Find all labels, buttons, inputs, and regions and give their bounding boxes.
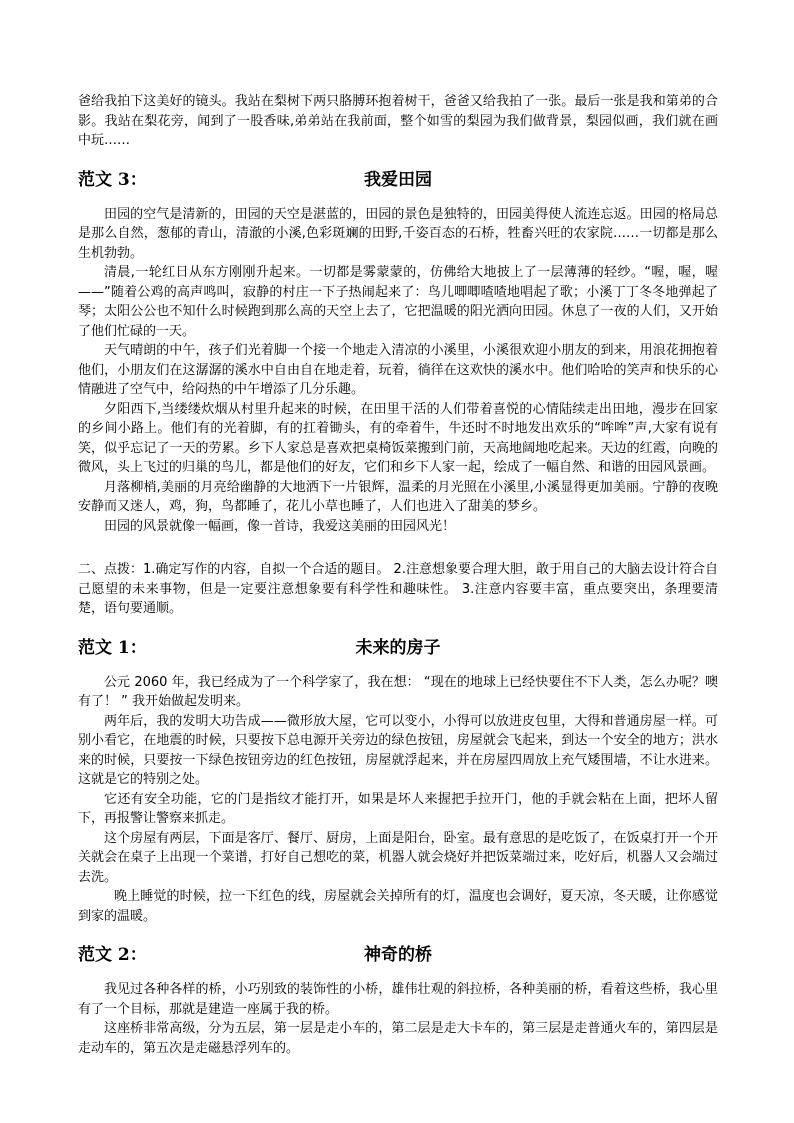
- essay1-paragraph: 它还有安全功能，它的门是指纹才能打开，如果是坏人来握把手拉开门，他的手就会粘在上面，把坏人留下，再报警让警察来抓走。: [78, 791, 718, 826]
- essay1-label: 范文 1：: [78, 637, 147, 658]
- essay3-paragraph: 田园的空气是清新的，田园的天空是湛蓝的，田园的景色是独特的，田园美得使人流连忘返。田园的格局总是那么自然，葱郁的青山，清澈的小溪,色彩斑斓的田野,千姿百态的石桥，牲畜兴旺的农家院……一切都是那么生机勃勃。: [78, 206, 718, 261]
- essay1-title: 未来的房子: [355, 637, 441, 658]
- essay2-title: 神奇的桥: [364, 945, 432, 965]
- document-page: [78, 92, 718, 1058]
- essay3-paragraph: 田园的风景就像一幅画，像一首诗，我爱这美丽的田园风光！: [104, 518, 456, 534]
- pointers-paragraph: 二、点拨：1.确定写作的内容，自拟一个合适的题目。 2.注意想象要合理大胆，敢于用自己的大脑去设计符合自己愿望的未来事物，但是一定要注意想象要有科学性和趣味性。 3.注意内容要丰富，重点要突出，条理要清楚，语句要通顺。: [78, 562, 718, 616]
- essay3-heading: [78, 161, 718, 191]
- essay1-body: [78, 673, 718, 927]
- essay1-heading: [78, 629, 718, 659]
- essay3-body: [78, 205, 718, 537]
- essay2-paragraph: 这座桥非常高级，分为五层，第一层是走小车的，第二层是走大卡车的，第三层是走普通火车的，第四层是走动车的，第五次是走磁悬浮列车的。: [78, 1021, 718, 1056]
- essay2-paragraph: 我见过各种各样的桥，小巧别致的装饰性的小桥，雄伟壮观的斜拉桥，各种美丽的桥，看着这些桥，我心里有了一个目标，那就是建造一座属于我的桥。: [78, 982, 718, 1017]
- essay3-label: 范文 3：: [78, 169, 147, 190]
- essay2-body: [78, 980, 718, 1058]
- essay1-paragraph: 这个房屋有两层，下面是客厅、餐厅、厨房，上面是阳台，卧室。最有意思的是吃饭了，在饭桌打开一个开关就会在桌子上出现一个菜谱，打好自己想吃的菜，机器人就会烧好并把饭菜端过来，吃好后，机器人又会端过去洗。: [78, 830, 718, 885]
- essay2-heading: [78, 936, 718, 966]
- essay1-paragraph: 公元 2060 年，我已经成为了一个科学家了，我在想： “现在的地球上已经快要住不下人类，怎么办呢？噢有了！ ” 我开始做起发明来。: [78, 674, 718, 709]
- essay2-label: 范文 2：: [78, 945, 147, 965]
- essay3-paragraph: 清晨,一轮红日从东方刚刚升起来。一切都是雾蒙蒙的，仿佛给大地披上了一层薄薄的轻纱。“喔，喔，喔——”随着公鸡的高声鸣叫，寂静的村庄一下子热闹起来了：鸟儿唧唧喳喳地唱起了歌；小溪丁丁冬冬地弹起了琴；太阳公公也不知什么时候跑到那么高的天空上去了，它把温暖的阳光洒向田园。休息了一夜的人们，又开始了他们忙碌的一天。: [78, 265, 718, 339]
- essay1-paragraph: 两年后，我的发明大功告成——微形放大屋，它可以变小，小得可以放进皮包里，大得和普通房屋一样。可别小看它，在地震的时候，只要按下总电源开关旁边的绿色按钮，房屋就会飞起来，到达一个安全的地方；洪水来的时候，只要按一下绿色按钮旁边的红色按钮，房屋就浮起来，并在房屋四周放上充气矮围墙，不让水进来。这就是它的特别之处。: [78, 713, 718, 787]
- essay3-paragraph: 天气晴朗的中午，孩子们光着脚一个接一个地走入清凉的小溪里，小溪很欢迎小朋友的到来，用浪花拥抱着他们，小朋友们在这潺潺的溪水中自由自在地走着，玩着，徜徉在这欢快的溪水中。他们哈哈的笑声和快乐的心情融进了空气中，给闷热的中午增添了几分乐趣。: [78, 343, 718, 397]
- essay3-title: 我爱田园: [364, 169, 432, 190]
- essay3-paragraph: 夕阳西下,当缕缕炊烟从村里升起来的时候，在田里干活的人们带着喜悦的心情陆续走出田地，漫步在回家的乡间小路上。他们有的光着脚，有的扛着锄头，有的牵着牛，牛还时不时地发出欢乐的“哞哞”声,大家有说有笑，似乎忘记了一天的劳累。乡下人家总是喜欢把桌椅饭菜搬到门前，天高地阔地吃起来。天边的红霞，向晚的微风，头上飞过的归巢的鸟儿，都是他们的好友，它们和乡下人家一起，绘成了一幅自然、和谐的田园风景画。: [78, 401, 718, 475]
- essay1-paragraph: 晚上睡觉的时候，拉一下红色的线，房屋就会关掉所有的灯，温度也会调好，夏天凉，冬天暖，让你感觉到家的温暖。: [78, 889, 718, 924]
- essay3-paragraph: 月落柳梢,美丽的月亮给幽静的大地洒下一片银辉，温柔的月光照在小溪里,小溪显得更加美丽。宁静的夜晚安静而又迷人，鸡，狗，鸟都睡了，花儿小草也睡了，人们也进入了甜美的梦乡。: [78, 479, 718, 514]
- intro-paragraph: 爸给我拍下这美好的镜头。我站在梨树下两只胳膊环抱着树干，爸爸又给我拍了一张。最后一张是我和第弟的合影。我站在梨花旁，闻到了一股香味,弟弟站在我前面，整个如雪的梨园为我们做背景，梨园似画，我们就在画中玩……: [78, 94, 718, 148]
